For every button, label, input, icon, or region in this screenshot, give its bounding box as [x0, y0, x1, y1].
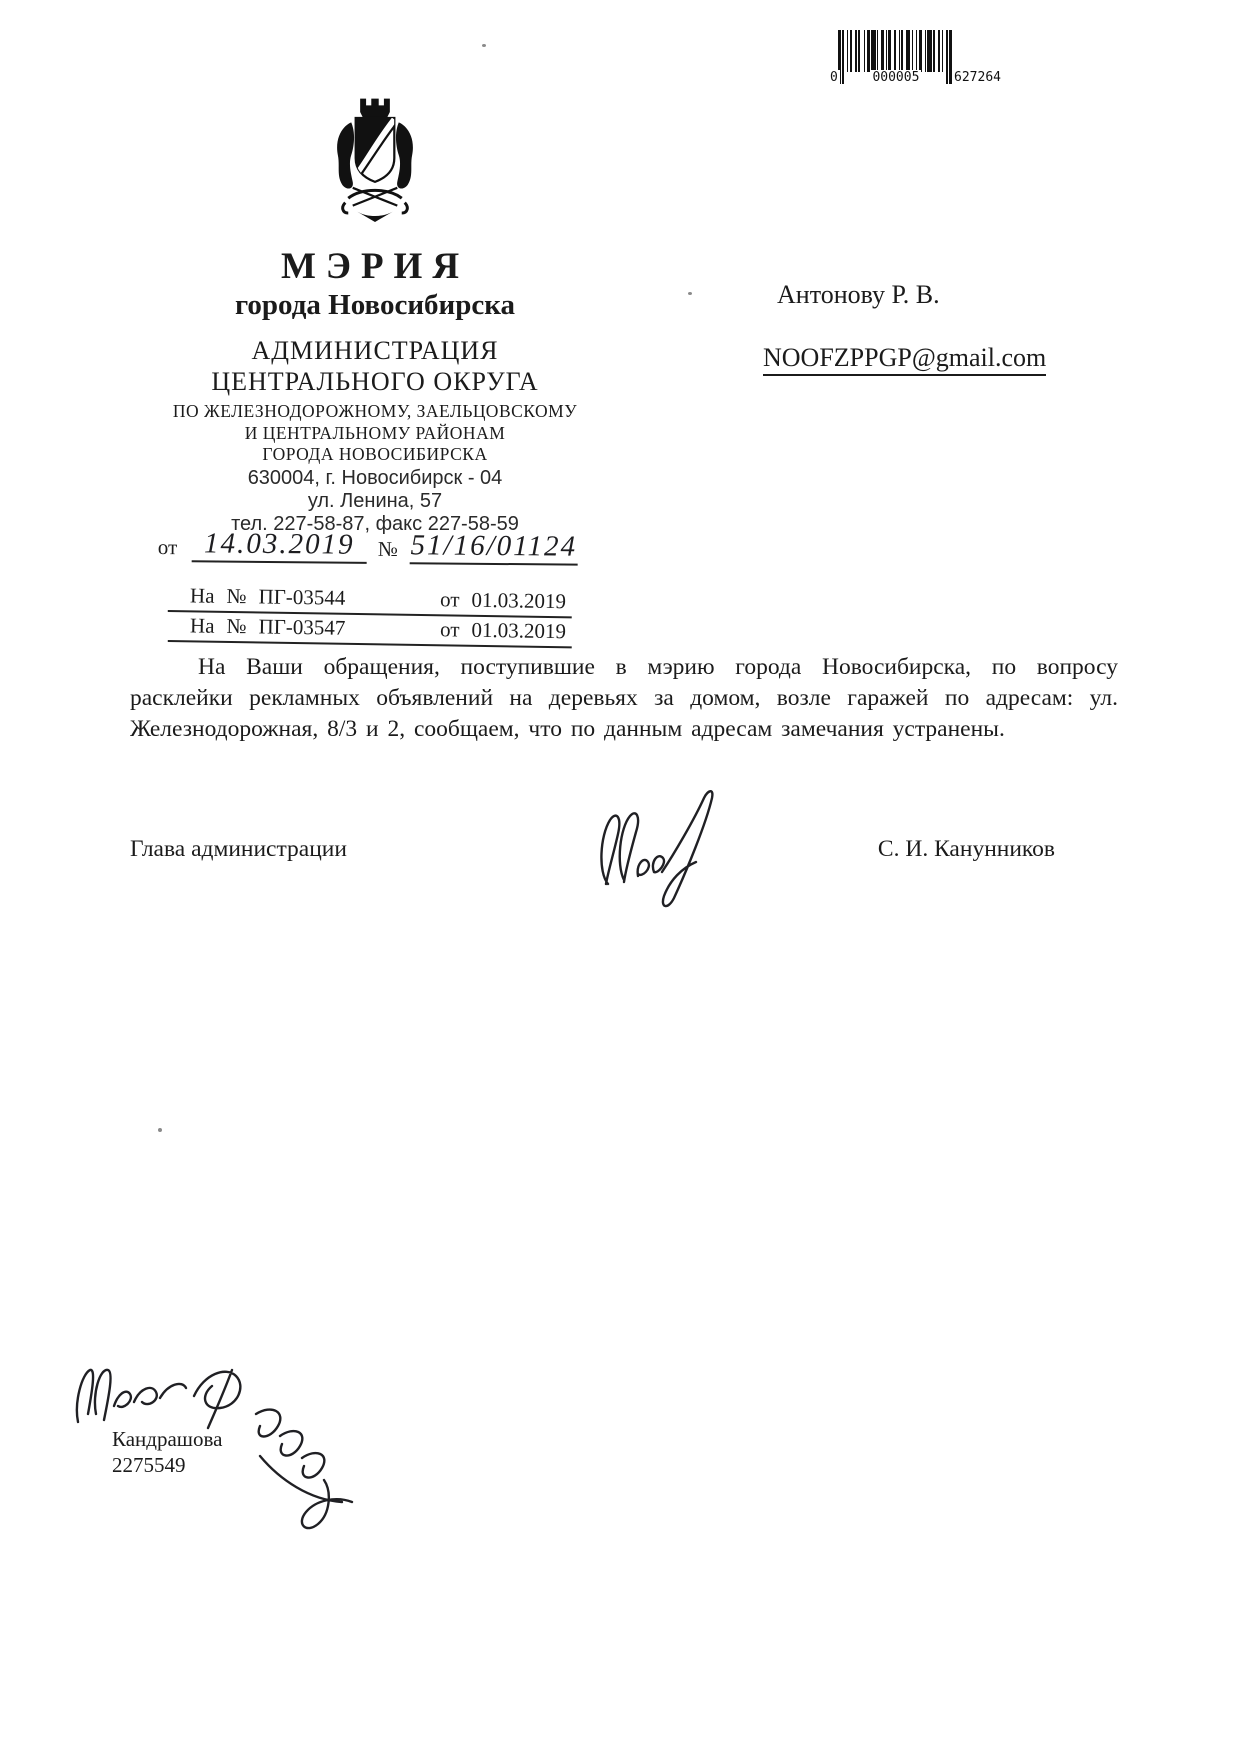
dept-name	[135, 336, 615, 397]
incoming-ref-left	[190, 583, 346, 610]
signer-name: С. И. Канунников	[877, 836, 1055, 862]
reply-date: 01.03.2019	[471, 587, 567, 614]
barcode-group2: 627264	[954, 70, 1001, 85]
barcode-group1: 000005	[872, 70, 920, 85]
scan-artifact	[158, 1128, 162, 1132]
kanunnikov-signature	[578, 776, 748, 921]
address-line-1: 630004, г. Новосибирск - 04	[247, 467, 503, 490]
outgoing-reference-line	[158, 524, 578, 568]
reply-date: 01.03.2019	[471, 617, 567, 644]
reply-number: ПГ-03547	[258, 614, 346, 640]
outgoing-date-handwritten: 14.03.2019	[203, 527, 355, 561]
novosibirsk-coat-of-arms-icon	[323, 92, 427, 242]
reply-label: На	[189, 583, 215, 608]
dept-districts	[135, 401, 615, 465]
dept-line-5: ГОРОДА НОВОСИБИРСКА	[262, 443, 488, 464]
letter-body-paragraph: На Ваши обращения, поступившие в мэрию города Новосибирска, по вопросу расклейки рекламных объявлений на деревьях за домом, возле гаражей по адресам: ул. Железнодорожная, 8/3 и 2, сообщаем, что по данным адресам замечания устранены.	[130, 654, 1118, 742]
number-sign-label: №	[377, 536, 398, 562]
incoming-reference-rows	[168, 582, 572, 642]
signer-position-title: Глава администрации	[130, 836, 347, 862]
secondary-signature	[220, 1396, 380, 1551]
incoming-ref-right	[440, 617, 566, 644]
address-line-2: ул. Ленина, 57	[307, 490, 443, 513]
dept-line-3: ПО ЖЕЛЕЗНОДОРОЖНОМУ, ЗАЕЛЬЦОВСКОМУ	[172, 401, 578, 422]
barcode-digits	[828, 70, 1003, 85]
outgoing-number-handwritten: 51/16/01124	[410, 529, 578, 563]
address-line-3: тел. 227-58-87, факс 227-58-59	[231, 513, 519, 536]
incoming-reference-row	[168, 612, 572, 648]
reply-number-sign: №	[226, 613, 247, 639]
from-label: от	[157, 534, 178, 560]
reply-from-label: от	[439, 617, 460, 642]
barcode-prefix: 0	[830, 70, 838, 85]
reply-label: На	[189, 613, 215, 638]
scan-artifact	[688, 292, 692, 295]
letterhead	[135, 92, 615, 536]
dept-line-2: ЦЕНТРАЛЬНОГО ОКРУГА	[211, 366, 539, 396]
reply-from-label: от	[439, 587, 460, 612]
registration-barcode	[828, 28, 1003, 92]
dept-line-4: И ЦЕНТРАЛЬНОМУ РАЙОНАМ	[244, 422, 506, 443]
reply-number-sign: №	[226, 583, 247, 609]
dept-line-1: АДМИНИСТРАЦИЯ	[251, 335, 499, 365]
executor-name: Кандрашова	[112, 1427, 223, 1451]
incoming-ref-left	[190, 613, 346, 640]
addressee-name: Антонову Р. В.	[777, 280, 940, 309]
executor-phone: 2275549	[112, 1453, 186, 1478]
scan-artifact	[482, 44, 486, 47]
incoming-ref-right	[440, 587, 566, 614]
executor-block	[112, 1426, 222, 1479]
reply-number: ПГ-03544	[258, 584, 346, 610]
addressee-block	[763, 280, 1047, 376]
org-subtitle: города Новосибирска	[234, 288, 516, 321]
addressee-email: NOOFZPPGP@gmail.com	[763, 343, 1046, 376]
org-title: МЭРИЯ	[280, 246, 470, 287]
